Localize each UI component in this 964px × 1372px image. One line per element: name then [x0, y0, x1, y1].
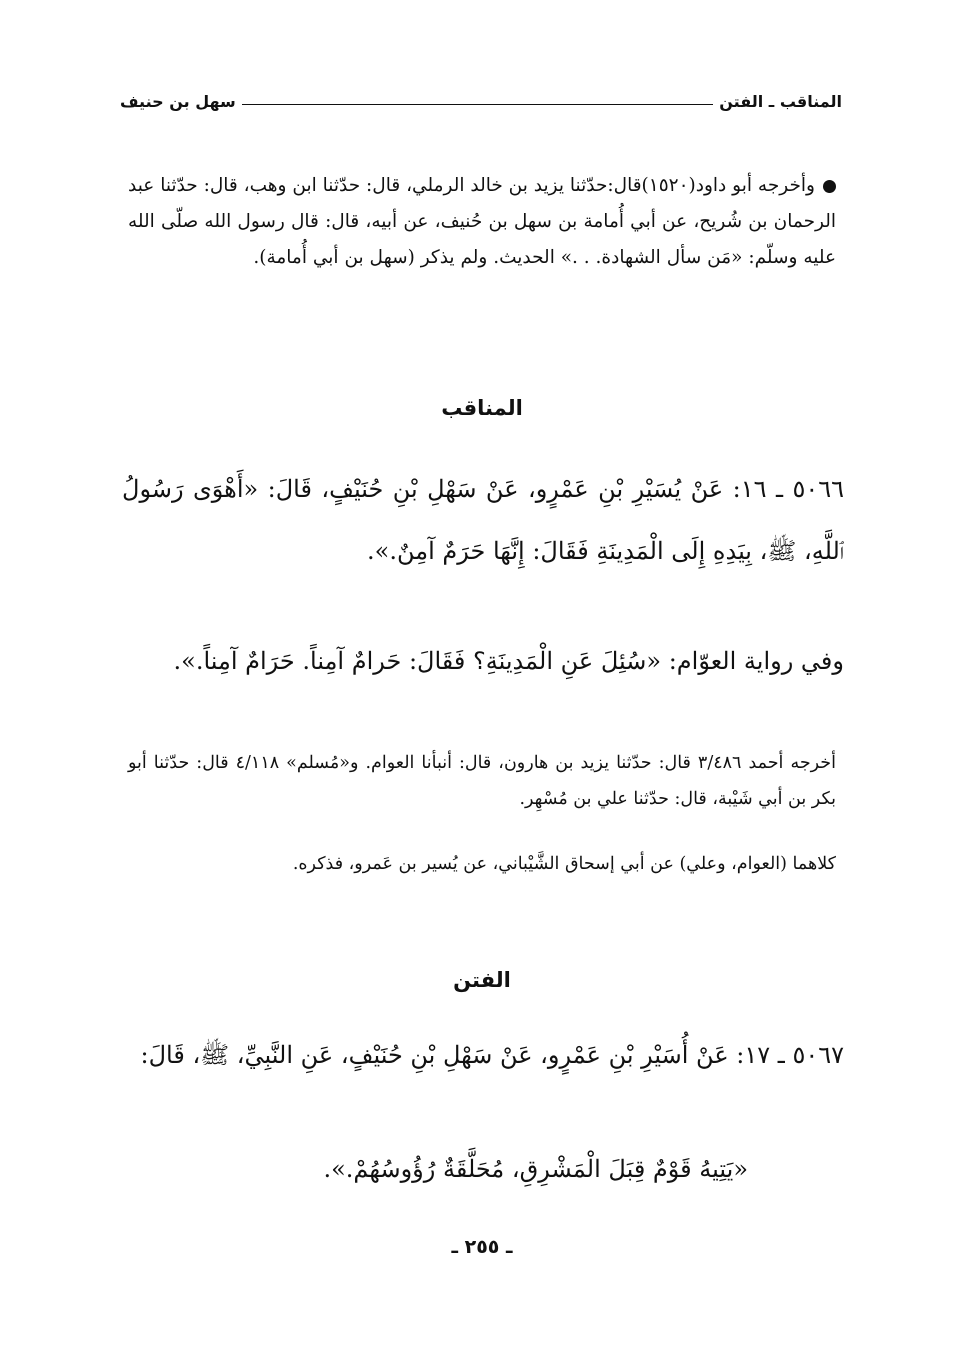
hadith-5066-takhrij-2: كلاهما (العوام، وعلي) عن أبي إسحاق الشَّيْباني، عن يُسير بن عَمرو، فذكره.: [292, 854, 836, 874]
hadith-5066-riwaya: وفي رواية العوّام: «سُئِلَ عَنِ الْمَدِينَةِ؟ فَقَالَ: حَرامٌ آمِناً. حَرَامٌ آمِناً.».: [173, 647, 844, 675]
bullet-dot-icon: [823, 180, 836, 193]
header-section-title: المناقب ـ الفتن: [713, 92, 842, 111]
page-number: ـ ٢٥٥ ـ: [451, 1236, 513, 1258]
hadith-5066-text: ٥٠٦٦ ـ ١٦: عَنْ يُسَيْرِ بْنِ عَمْرٍو، عَنْ سَهْلِ بْنِ حُنَيْفٍ، قَالَ: «أَهْوَى رَسُولُ ٱللَّهِ، ﷺ، بِيَدِهِ إِلَى الْمَدِينَةِ فَقَالَ: إِنَّهَا حَرَمٌ آمِنٌ.».: [122, 475, 844, 565]
header-rule: [220, 104, 747, 105]
footnote-text: وأخرجه أبو داود(١٥٢٠)قال:حدّثنا يزيد بن خالد الرملي، قال: حدّثنا ابن وهب، قال: حدّثنا عبد الرحمان بن شُريح، عن أبي أُمامة بن سهل بن حُنيف، عن أبيه، قال: قال رسول الله صلّى الله عليه وسلّم: «مَن سأل الشهادة. . .» الحديث. ولم يذكر (سهل بن أبي أُمامة).: [128, 175, 836, 268]
hadith-5067-matn: «يَتِيهُ قَوْمٌ قِبَلَ الْمَشْرِقِ، مُحَلَّقَةٌ رُؤُوسُهُمْ.».: [323, 1155, 748, 1183]
section-heading-fitan: الفتن: [453, 968, 511, 992]
header-companion-name: سهل بن حنيف: [120, 92, 242, 111]
hadith-5067-text: ٥٠٦٧ ـ ١٧: عَنْ أُسَيْرِ بْنِ عَمْرٍو، عَنْ سَهْلِ بْنِ حُنَيْفٍ، عَنِ النَّبِيِّ، ﷺ، قَالَ:: [140, 1041, 844, 1069]
hadith-5066-takhrij: أخرجه أحمد ٣/٤٨٦ قال: حدّثنا يزيد بن هارون، قال: أنبأنا العوام. و«مُسلم» ٤/١١٨ قال: حدّثنا أبو بكر بن أبي شَيْبة، قال: حدّثنا علي بن مُسْهِر.: [128, 753, 836, 809]
section-heading-manaqib: المناقب: [441, 396, 523, 420]
footnote-paragraph: [128, 168, 836, 276]
running-header: [120, 92, 842, 114]
